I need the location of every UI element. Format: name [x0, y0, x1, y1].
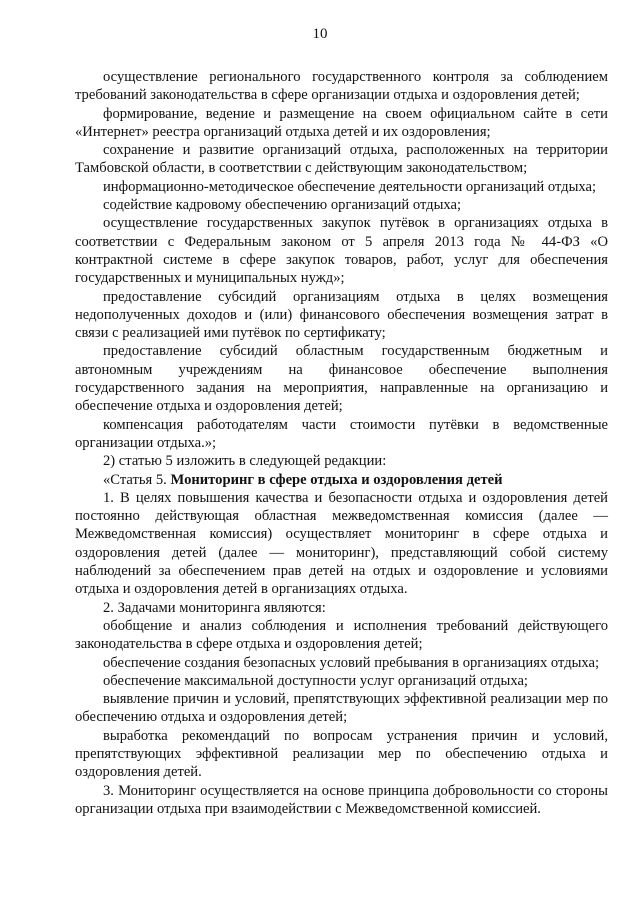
article-heading [75, 471, 608, 489]
article-paragraph: 1. В целях повышения качества и безопасности отдыха и оздоровления детей постоянно действующая областная межведомственная комиссия (далее — Межведомственная комиссия) осуществляет мониторинг в сфере отдыха и оздоровления детей (далее — мониторинг), представляющий собой систему наблюдений за обеспечением прав детей на отдых и оздоровление и условиями отдыха и оздоровления детей в организациях отдыха. [75, 489, 608, 598]
paragraph: содействие кадровому обеспечению организаций отдыха; [103, 197, 462, 214]
paragraph: 2) статью 5 изложить в следующей редакции: [103, 453, 387, 470]
article-paragraph: обеспечение максимальной доступности услуг организаций отдыха; [103, 672, 528, 689]
paragraph: формирование, ведение и размещение на своем официальном сайте в сети «Интернет» реестра организаций отдыха детей и их оздоровления; [75, 105, 608, 140]
article-heading-title: Мониторинг в сфере отдыха и оздоровления детей [170, 471, 503, 488]
article-heading-prefix: «Статья 5. [103, 471, 171, 488]
page-number: 10 [312, 26, 328, 42]
paragraph: предоставление субсидий областным государственным бюджетным и автономным учреждениям на финансовое обеспечение выполнения государственного задания на мероприятия, направленные на организацию и обеспечение отдыха и оздоровления детей; [75, 343, 608, 415]
paragraph: осуществление государственных закупок путёвок в организациях отдыха в соответствии с Федеральным законом от 5 апреля 2013 года № 44-ФЗ «О контрактной системе в сфере закупок товаров, работ, услуг для обеспечения государственных и муниципальных нужд»; [75, 215, 608, 287]
document-body [75, 68, 608, 818]
article-paragraph: обобщение и анализ соблюдения и исполнения требований действующего законодательства в сфере отдыха и оздоровления детей; [75, 617, 608, 653]
article-paragraph: 3. Мониторинг осуществляется на основе принципа добровольности со стороны организации отдыха при взаимодействии с Межведомственной комиссией. [75, 782, 608, 817]
paragraph: компенсация работодателям части стоимости путёвки в ведомственные организации отдыха.»; [75, 416, 608, 451]
article-paragraph: выявление причин и условий, препятствующих эффективной реализации мер по обеспечению отдыха и оздоровления детей; [75, 691, 608, 726]
paragraph: предоставление субсидий организациям отдыха в целях возмещения недополученных доходов и (или) финансового обеспечения возмещения затрат в связи с реализацией ими путёвок по сертификату; [75, 288, 608, 342]
article-paragraph: 2. Задачами мониторинга являются: [103, 599, 326, 616]
paragraph: информационно-методическое обеспечение деятельности организаций отдыха; [103, 178, 597, 195]
article-paragraph: обеспечение создания безопасных условий пребывания в организациях отдыха; [103, 654, 600, 671]
paragraph: осуществление регионального государственного контроля за соблюдением требований законодательства в сфере организации отдыха и оздоровления детей; [75, 69, 608, 104]
article-paragraph: выработка рекомендаций по вопросам устранения причин и условий, препятствующих эффективной реализации мер по обеспечению отдыха и оздоровления детей. [75, 727, 608, 781]
paragraph: сохранение и развитие организаций отдыха, расположенных на территории Тамбовской области, в соответствии с действующим законодательством; [75, 142, 608, 177]
